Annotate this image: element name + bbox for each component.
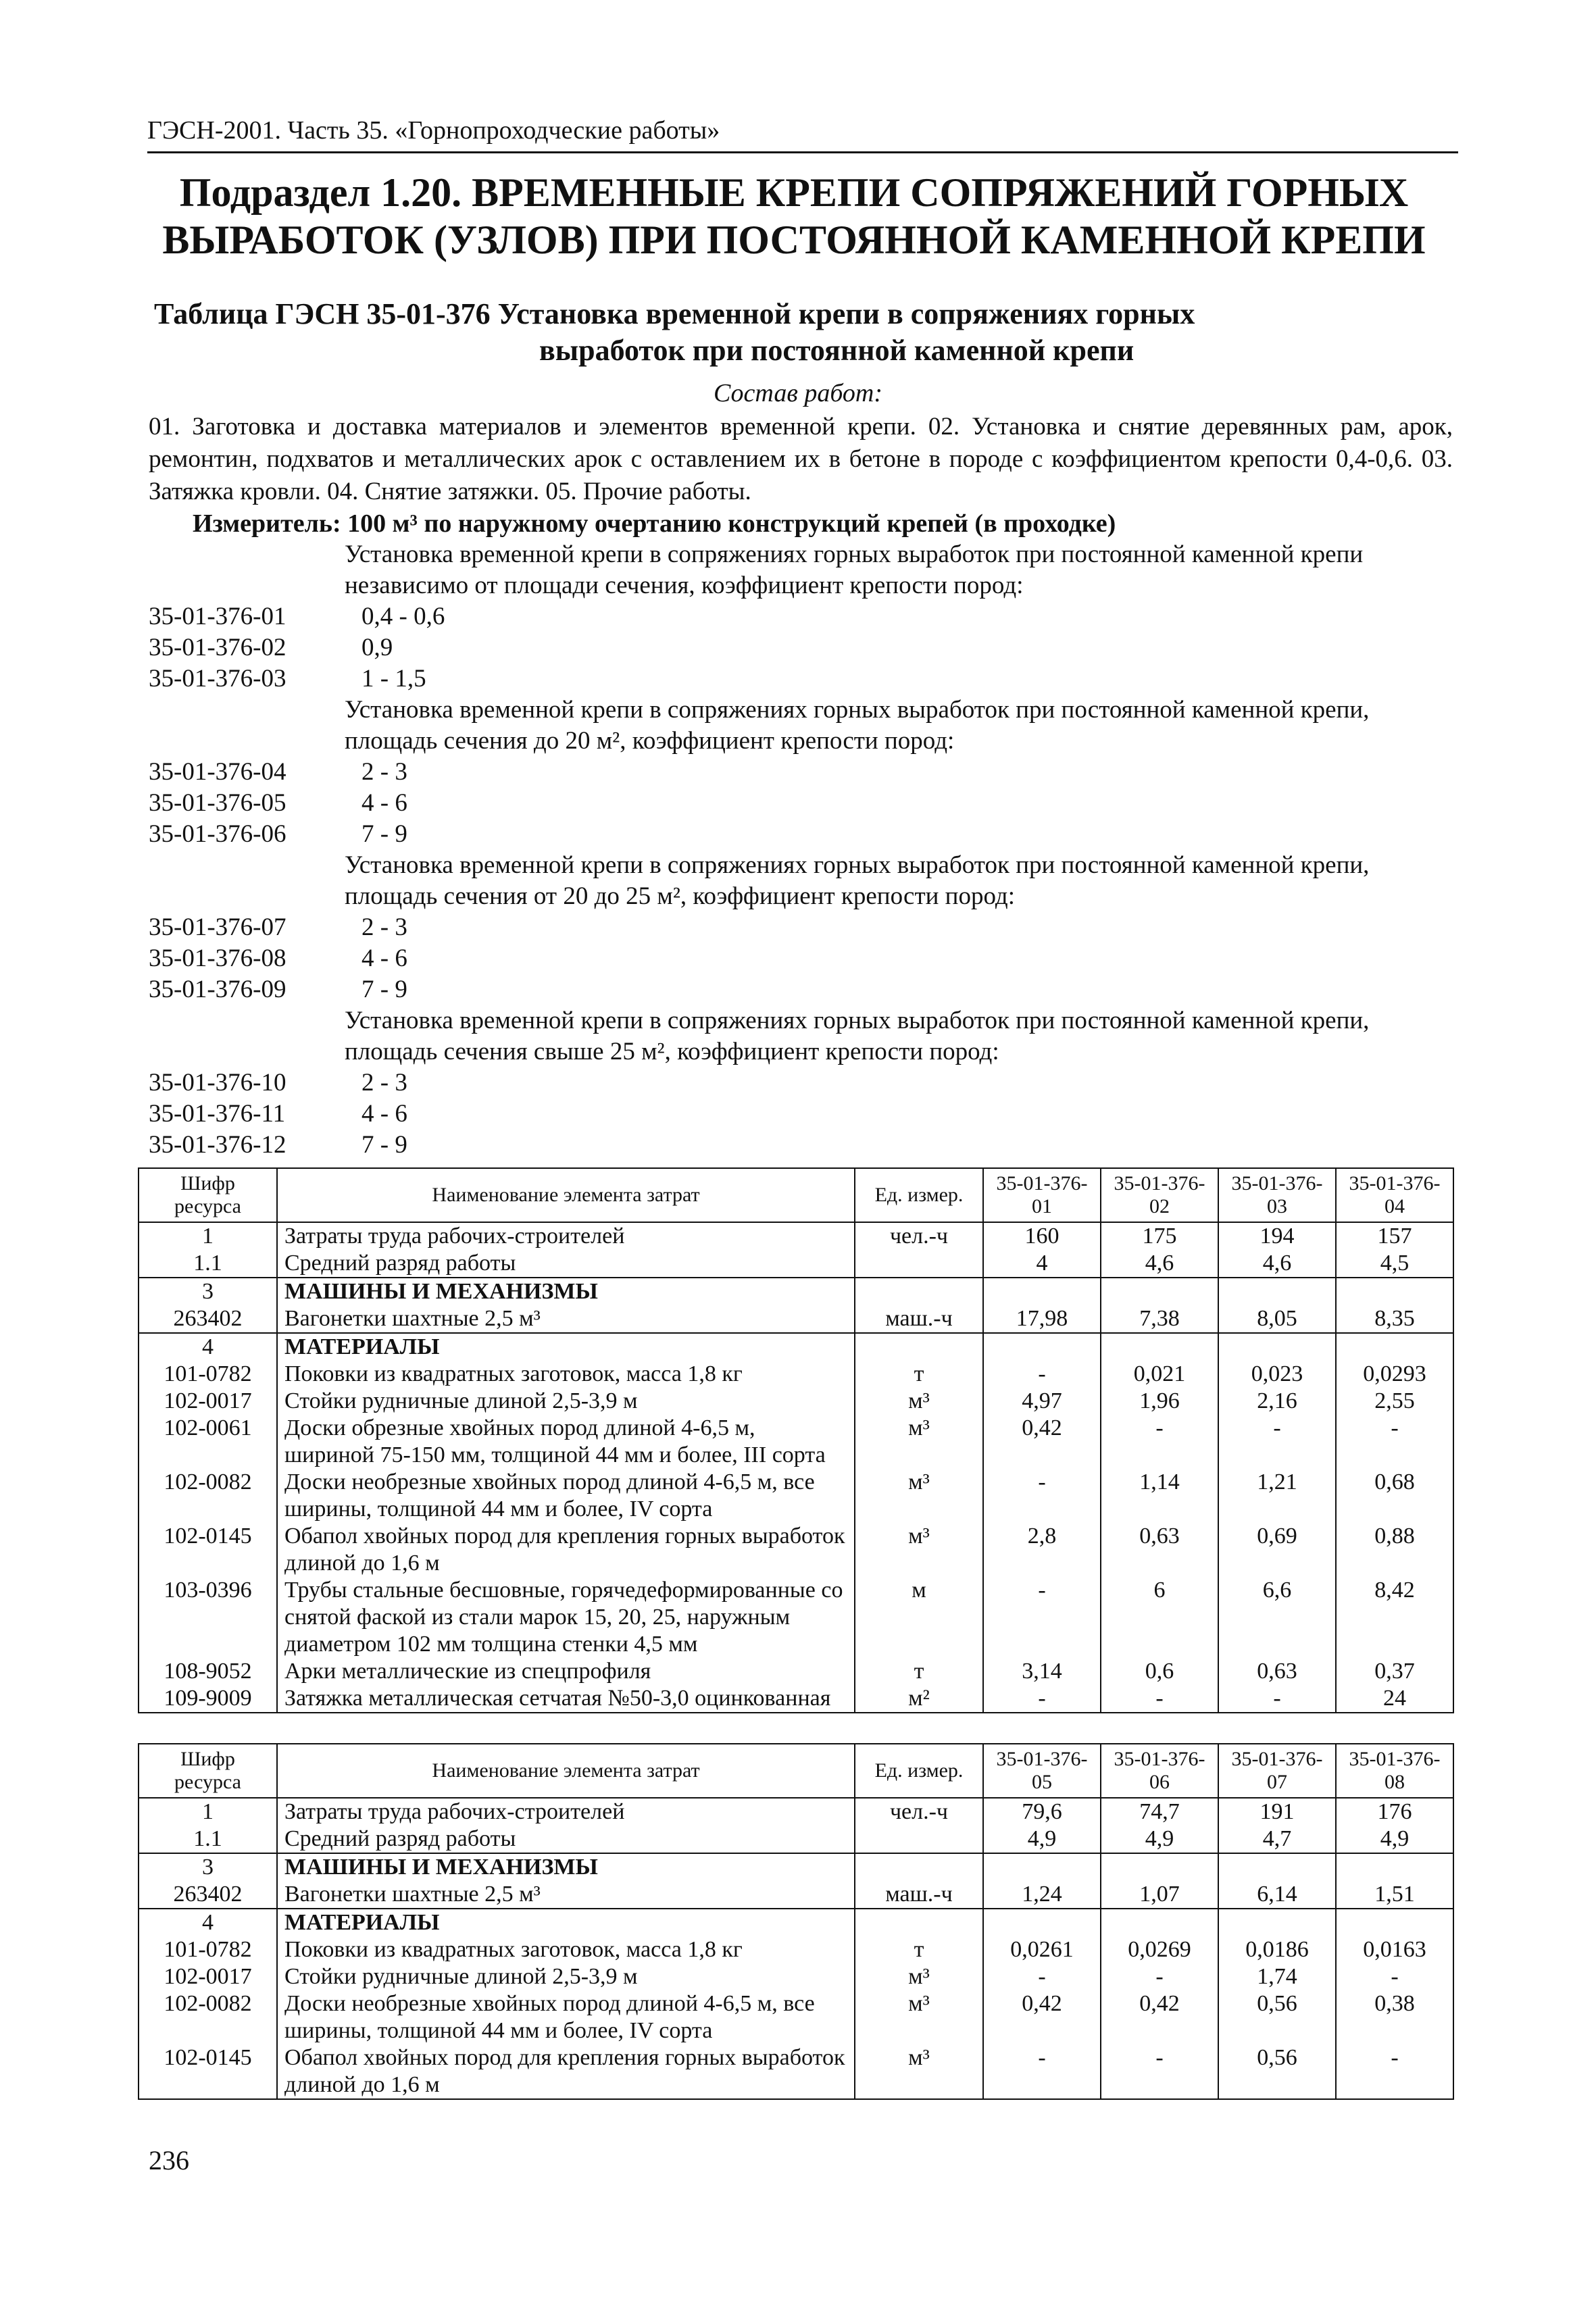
resource-value: 6: [1101, 1577, 1218, 1658]
resource-value: -: [1101, 2044, 1218, 2099]
resource-value: 4,6: [1218, 1250, 1336, 1278]
table-row: [139, 1936, 1453, 1963]
resource-value: 1,24: [983, 1881, 1101, 1909]
header-norm-code: 35-01-376-01: [983, 1168, 1101, 1222]
table-row: [139, 1853, 1453, 1881]
resource-unit: т: [855, 1361, 983, 1388]
resource-value: -: [1336, 1963, 1453, 1990]
table-title: [154, 296, 1438, 369]
norm-item: [149, 663, 1460, 695]
resource-value: 0,0269: [1101, 1936, 1218, 1963]
norm-item: [149, 601, 1460, 632]
norm-item: [149, 943, 1460, 974]
resource-name: Вагонетки шахтные 2,5 м³: [277, 1305, 855, 1333]
resource-code: 4: [139, 1909, 277, 1936]
table-title-line-2: выработок при постоянной каменной крепи: [539, 334, 1134, 367]
resource-value: 6,14: [1218, 1881, 1336, 1909]
resource-value: [1336, 1909, 1453, 1936]
works-heading: Состав работ:: [713, 379, 883, 407]
norm-item: [149, 1099, 1460, 1130]
resource-unit: м³: [855, 1963, 983, 1990]
header-norm-code: 35-01-376-05: [983, 1744, 1101, 1798]
resource-unit: м³: [855, 1523, 983, 1577]
header-norm-code: 35-01-376-03: [1218, 1168, 1336, 1222]
header-norm-code: 35-01-376-08: [1336, 1744, 1453, 1798]
resource-value: 194: [1218, 1222, 1336, 1250]
norm-code: 35-01-376-01: [149, 603, 286, 630]
table-row: [139, 1685, 1453, 1713]
resource-name: Трубы стальные бесшовные, горячедеформированные со снятой фаской из стали марок 15, 20, 25, наружным диаметром 102 мм толщина стенки 4,5 мм: [277, 1577, 855, 1658]
resource-name: Стойки рудничные длиной 2,5-3,9 м: [277, 1388, 855, 1415]
group-description: Установка временной крепи в сопряжениях горных выработок при постоянной каменной крепи, площадь сечения от 20 до 25 м², коэффициент крепости пород:: [345, 851, 1370, 910]
resource-unit: маш.-ч: [855, 1881, 983, 1909]
resource-name: Вагонетки шахтные 2,5 м³: [277, 1881, 855, 1909]
resource-code: 1: [139, 1798, 277, 1826]
resource-value: [983, 1853, 1101, 1881]
resource-value: -: [1101, 1963, 1218, 1990]
table-row: [139, 1361, 1453, 1388]
rock-hardness-value: 7 - 9: [361, 820, 407, 848]
resource-unit: чел.-ч: [855, 1798, 983, 1826]
norm-code: 35-01-376-04: [149, 758, 286, 786]
resource-value: [1218, 1278, 1336, 1305]
table-header-row: [139, 1744, 1453, 1798]
resource-code: 102-0145: [139, 1523, 277, 1577]
resource-name: Арки металлические из спецпрофиля: [277, 1658, 855, 1685]
resource-value: 0,0163: [1336, 1936, 1453, 1963]
resource-value: 191: [1218, 1798, 1336, 1826]
header-code: Шифр ресурса: [139, 1744, 277, 1798]
resource-name: Обапол хвойных пород для крепления горных выработок длиной до 1,6 м: [277, 2044, 855, 2099]
resource-value: -: [1336, 2044, 1453, 2099]
resource-value: 0,56: [1218, 1990, 1336, 2044]
rock-hardness-value: 2 - 3: [361, 1069, 407, 1097]
resource-value: 8,35: [1336, 1305, 1453, 1333]
resource-unit: [855, 1333, 983, 1361]
header-name: Наименование элемента затрат: [277, 1168, 855, 1222]
resource-value: 0,38: [1336, 1990, 1453, 2044]
norm-code: 35-01-376-02: [149, 634, 286, 661]
resource-value: 17,98: [983, 1305, 1101, 1333]
resource-value: 0,88: [1336, 1523, 1453, 1577]
table-row: [139, 1222, 1453, 1250]
resource-code: 101-0782: [139, 1361, 277, 1388]
resource-value: -: [983, 1469, 1101, 1523]
norm-code: 35-01-376-12: [149, 1131, 286, 1159]
resource-value: [1336, 1278, 1453, 1305]
works-description: 01. Заготовка и доставка материалов и элементов временной крепи. 02. Установка и снятие деревянных рам, арок, ремонтин, подхватов и металлических арок с оставлением их в бетоне в породе с коэффициентом крепости 0,4-0,6. 03. Затяжка кровли. 04. Снятие затяжки. 05. Прочие работы.: [149, 413, 1453, 505]
resource-value: 79,6: [983, 1798, 1101, 1826]
subsection-title-line-1: Подраздел 1.20. ВРЕМЕННЫЕ КРЕПИ СОПРЯЖЕНИЙ ГОРНЫХ: [179, 170, 1409, 215]
header-name: Наименование элемента затрат: [277, 1744, 855, 1798]
resource-value: -: [1336, 1415, 1453, 1469]
resource-unit: [855, 1250, 983, 1278]
table-row: [139, 1278, 1453, 1305]
norm-groups: [149, 539, 1460, 1161]
resource-value: [1101, 1909, 1218, 1936]
resource-value: [983, 1909, 1101, 1936]
rock-hardness-value: 0,9: [361, 634, 393, 661]
resource-code: 101-0782: [139, 1936, 277, 1963]
norm-item: [149, 1067, 1460, 1099]
group-description: Установка временной крепи в сопряжениях горных выработок при постоянной каменной крепи, площадь сечения до 20 м², коэффициент крепости пород:: [345, 696, 1370, 755]
resource-value: 2,8: [983, 1523, 1101, 1577]
table-row: [139, 1333, 1453, 1361]
resource-value: 4,7: [1218, 1826, 1336, 1853]
resource-value: 0,42: [983, 1990, 1101, 2044]
resource-value: 4,5: [1336, 1250, 1453, 1278]
resource-value: 0,6: [1101, 1658, 1218, 1685]
subsection-title: [135, 169, 1453, 263]
resource-value: [1101, 1278, 1218, 1305]
rock-hardness-value: 2 - 3: [361, 758, 407, 786]
resource-value: 2,16: [1218, 1388, 1336, 1415]
resource-value: [1101, 1853, 1218, 1881]
resource-value: 1,74: [1218, 1963, 1336, 1990]
resource-code: 1.1: [139, 1250, 277, 1278]
resource-code: 3: [139, 1853, 277, 1881]
rock-hardness-value: 4 - 6: [361, 1100, 407, 1128]
resource-code: 1.1: [139, 1826, 277, 1853]
resource-unit: м³: [855, 2044, 983, 2099]
resource-value: -: [983, 1361, 1101, 1388]
resource-unit: т: [855, 1658, 983, 1685]
resource-value: -: [1218, 1685, 1336, 1713]
subsection-title-line-2: ВЫРАБОТОК (УЗЛОВ) ПРИ ПОСТОЯННОЙ КАМЕННОЙ КРЕПИ: [162, 218, 1426, 262]
table-row: [139, 1415, 1453, 1469]
resource-value: 8,42: [1336, 1577, 1453, 1658]
norm-code: 35-01-376-06: [149, 820, 286, 848]
resource-value: 0,0261: [983, 1936, 1101, 1963]
resource-value: 4,9: [983, 1826, 1101, 1853]
resource-code: 263402: [139, 1305, 277, 1333]
resource-value: -: [1101, 1415, 1218, 1469]
resource-value: -: [983, 1577, 1101, 1658]
norm-item: [149, 1130, 1460, 1161]
table-row: [139, 1909, 1453, 1936]
table-row: [139, 1826, 1453, 1853]
resource-unit: [855, 1853, 983, 1881]
table-row: [139, 1469, 1453, 1523]
norm-item: [149, 757, 1460, 788]
resource-value: 0,69: [1218, 1523, 1336, 1577]
resource-value: 0,0186: [1218, 1936, 1336, 1963]
resource-name: МАШИНЫ И МЕХАНИЗМЫ: [277, 1278, 855, 1305]
group-description: Установка временной крепи в сопряжениях горных выработок при постоянной каменной крепи независимо от площади сечения, коэффициент крепости пород:: [345, 540, 1364, 599]
resource-value: -: [983, 2044, 1101, 2099]
resource-name: МАШИНЫ И МЕХАНИЗМЫ: [277, 1853, 855, 1881]
resource-value: 1,21: [1218, 1469, 1336, 1523]
resource-value: 24: [1336, 1685, 1453, 1713]
resource-code: 102-0145: [139, 2044, 277, 2099]
resource-value: 0,68: [1336, 1469, 1453, 1523]
resource-name: Стойки рудничные длиной 2,5-3,9 м: [277, 1963, 855, 1990]
resource-code: 1: [139, 1222, 277, 1250]
resource-unit: маш.-ч: [855, 1305, 983, 1333]
resource-value: -: [983, 1685, 1101, 1713]
resource-value: 3,14: [983, 1658, 1101, 1685]
resource-value: [1336, 1333, 1453, 1361]
resource-value: -: [1218, 1415, 1336, 1469]
rock-hardness-value: 0,4 - 0,6: [361, 603, 445, 630]
resource-value: 7,38: [1101, 1305, 1218, 1333]
resource-unit: м³: [855, 1990, 983, 2044]
norm-code: 35-01-376-03: [149, 665, 286, 693]
resource-value: 157: [1336, 1222, 1453, 1250]
resource-code: 102-0017: [139, 1963, 277, 1990]
resource-value: [1218, 1909, 1336, 1936]
resource-value: 4,97: [983, 1388, 1101, 1415]
resource-value: 160: [983, 1222, 1101, 1250]
resource-name: Средний разряд работы: [277, 1826, 855, 1853]
resource-unit: м²: [855, 1685, 983, 1713]
running-header: ГЭСН-2001. Часть 35. «Горнопроходческие работы»: [147, 115, 1458, 153]
resource-name: Доски необрезные хвойных пород длиной 4-6,5 м, все ширины, толщиной 44 мм и более, IV сорта: [277, 1469, 855, 1523]
resource-unit: м³: [855, 1388, 983, 1415]
resource-value: 6,6: [1218, 1577, 1336, 1658]
resource-value: [1336, 1853, 1453, 1881]
resource-value: 1,07: [1101, 1881, 1218, 1909]
header-unit: Ед. измер.: [855, 1168, 983, 1222]
norm-code: 35-01-376-07: [149, 913, 286, 941]
table-row: [139, 1305, 1453, 1333]
resource-code: 102-0017: [139, 1388, 277, 1415]
header-norm-code: 35-01-376-02: [1101, 1168, 1218, 1222]
resource-name: Затраты труда рабочих-строителей: [277, 1798, 855, 1826]
table-row: [139, 1963, 1453, 1990]
resource-value: [1218, 1853, 1336, 1881]
rock-hardness-value: 4 - 6: [361, 945, 407, 972]
resource-value: -: [1101, 1685, 1218, 1713]
table-row: [139, 1577, 1453, 1658]
resource-value: 0,56: [1218, 2044, 1336, 2099]
rock-hardness-value: 4 - 6: [361, 789, 407, 817]
resource-value: 1,14: [1101, 1469, 1218, 1523]
resource-name: Доски необрезные хвойных пород длиной 4-6,5 м, все ширины, толщиной 44 мм и более, IV сорта: [277, 1990, 855, 2044]
resource-value: 176: [1336, 1798, 1453, 1826]
resource-table-2: [138, 1743, 1454, 2100]
norm-code: 35-01-376-10: [149, 1069, 286, 1097]
resource-unit: чел.-ч: [855, 1222, 983, 1250]
resource-name: Поковки из квадратных заготовок, масса 1,8 кг: [277, 1361, 855, 1388]
resource-code: 3: [139, 1278, 277, 1305]
table-row: [139, 1881, 1453, 1909]
table-row: [139, 1658, 1453, 1685]
resource-value: 4,6: [1101, 1250, 1218, 1278]
norm-code: 35-01-376-11: [149, 1100, 286, 1128]
norm-item: [149, 632, 1460, 663]
resource-code: 263402: [139, 1881, 277, 1909]
resource-unit: м: [855, 1577, 983, 1658]
page-number: 236: [149, 2145, 189, 2175]
rock-hardness-value: 7 - 9: [361, 976, 407, 1003]
table-header-row: [139, 1168, 1453, 1222]
header-norm-code: 35-01-376-06: [1101, 1744, 1218, 1798]
resource-value: 8,05: [1218, 1305, 1336, 1333]
group-description: Установка временной крепи в сопряжениях горных выработок при постоянной каменной крепи, площадь сечения свыше 25 м², коэффициент крепости пород:: [345, 1007, 1370, 1065]
header-norm-code: 35-01-376-04: [1336, 1168, 1453, 1222]
resource-value: 0,37: [1336, 1658, 1453, 1685]
rock-hardness-value: 7 - 9: [361, 1131, 407, 1159]
resource-code: 102-0082: [139, 1469, 277, 1523]
resource-value: 0,63: [1218, 1658, 1336, 1685]
header-norm-code: 35-01-376-07: [1218, 1744, 1336, 1798]
table-row: [139, 1388, 1453, 1415]
resource-value: 0,023: [1218, 1361, 1336, 1388]
table-row: [139, 2044, 1453, 2099]
norm-code: 35-01-376-05: [149, 789, 286, 817]
resource-name: Поковки из квадратных заготовок, масса 1,8 кг: [277, 1936, 855, 1963]
table-row: [139, 1250, 1453, 1278]
resource-value: -: [983, 1963, 1101, 1990]
resource-value: 0,63: [1101, 1523, 1218, 1577]
rock-hardness-value: 2 - 3: [361, 913, 407, 941]
resource-unit: [855, 1826, 983, 1853]
resource-value: 175: [1101, 1222, 1218, 1250]
norm-item: [149, 974, 1460, 1005]
resource-name: Затяжка металлическая сетчатая №50-3,0 оцинкованная: [277, 1685, 855, 1713]
resource-name: Затраты труда рабочих-строителей: [277, 1222, 855, 1250]
norm-item: [149, 819, 1460, 850]
resource-value: [983, 1278, 1101, 1305]
norm-code: 35-01-376-09: [149, 976, 286, 1003]
resource-value: 0,021: [1101, 1361, 1218, 1388]
resource-name: Обапол хвойных пород для крепления горных выработок длиной до 1,6 м: [277, 1523, 855, 1577]
header-unit: Ед. измер.: [855, 1744, 983, 1798]
resource-value: 74,7: [1101, 1798, 1218, 1826]
resource-table-1: [138, 1167, 1454, 1713]
resource-value: 0,42: [983, 1415, 1101, 1469]
resource-value: [983, 1333, 1101, 1361]
resource-value: 0,0293: [1336, 1361, 1453, 1388]
measure-unit: Измеритель: 100 м³ по наружному очертанию конструкций крепей (в проходке): [193, 509, 1116, 538]
resource-unit: [855, 1278, 983, 1305]
rock-hardness-value: 1 - 1,5: [361, 665, 426, 693]
table-row: [139, 1990, 1453, 2044]
resource-value: 1,96: [1101, 1388, 1218, 1415]
resource-code: 109-9009: [139, 1685, 277, 1713]
resource-name: Средний разряд работы: [277, 1250, 855, 1278]
norm-item: [149, 788, 1460, 819]
table-row: [139, 1798, 1453, 1826]
resource-code: 4: [139, 1333, 277, 1361]
resource-unit: т: [855, 1936, 983, 1963]
resource-name: МАТЕРИАЛЫ: [277, 1333, 855, 1361]
resource-value: 4,9: [1336, 1826, 1453, 1853]
resource-code: 102-0082: [139, 1990, 277, 2044]
resource-name: МАТЕРИАЛЫ: [277, 1909, 855, 1936]
resource-code: 103-0396: [139, 1577, 277, 1658]
table-title-line-1: Таблица ГЭСН 35-01-376 Установка временной крепи в сопряжениях горных: [154, 297, 1195, 330]
resource-value: [1101, 1333, 1218, 1361]
resource-code: 102-0061: [139, 1415, 277, 1469]
resource-value: 4,9: [1101, 1826, 1218, 1853]
resource-unit: м³: [855, 1415, 983, 1469]
table-row: [139, 1523, 1453, 1577]
resource-name: Доски обрезные хвойных пород длиной 4-6,5 м, шириной 75-150 мм, толщиной 44 мм и более, III сорта: [277, 1415, 855, 1469]
resource-value: 1,51: [1336, 1881, 1453, 1909]
resource-code: 108-9052: [139, 1658, 277, 1685]
resource-value: [1218, 1333, 1336, 1361]
norm-item: [149, 912, 1460, 943]
header-code: Шифр ресурса: [139, 1168, 277, 1222]
resource-unit: [855, 1909, 983, 1936]
resource-unit: м³: [855, 1469, 983, 1523]
resource-value: 4: [983, 1250, 1101, 1278]
resource-value: 0,42: [1101, 1990, 1218, 2044]
resource-value: 2,55: [1336, 1388, 1453, 1415]
norm-code: 35-01-376-08: [149, 945, 286, 972]
